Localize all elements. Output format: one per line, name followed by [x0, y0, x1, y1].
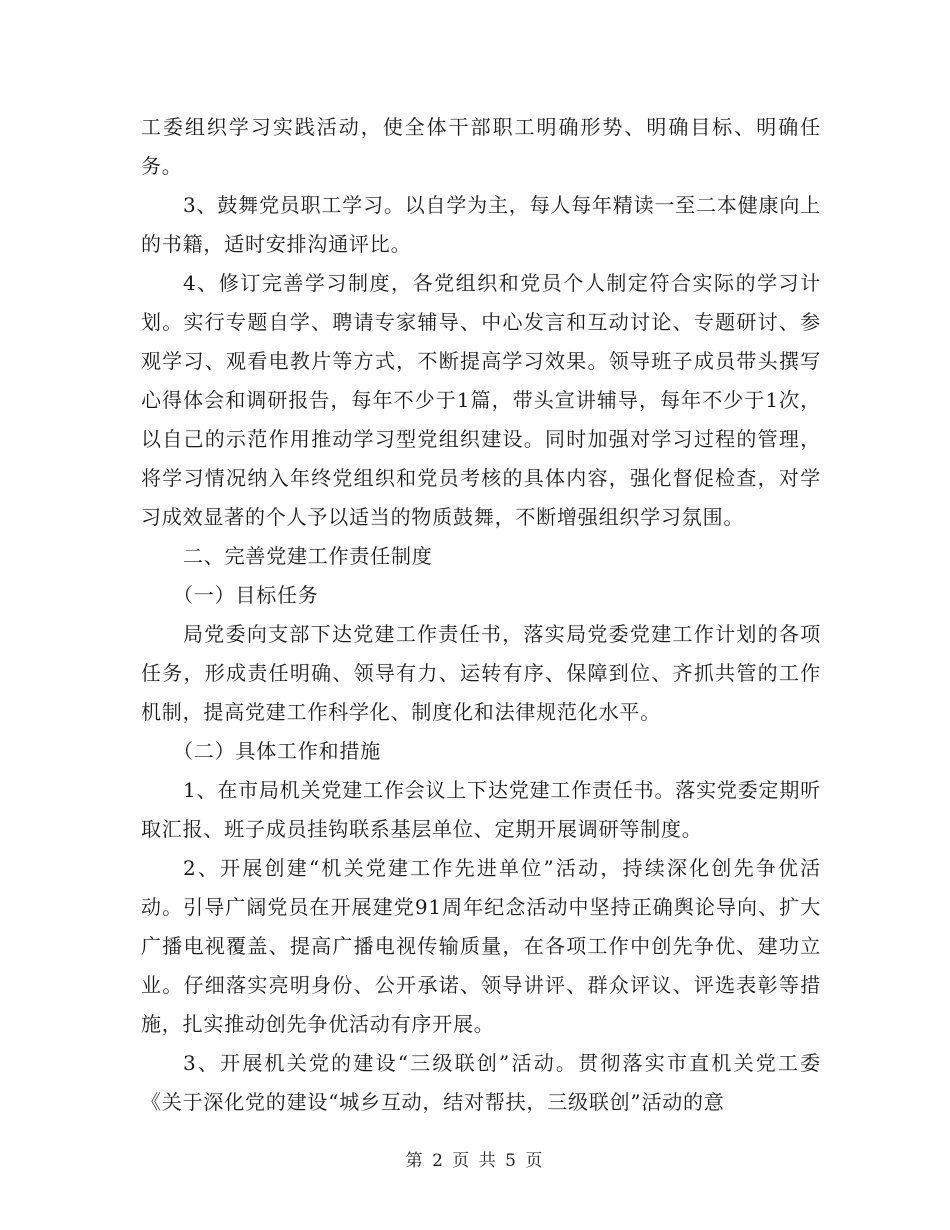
paragraph-item-4: 4、修订完善学习制度，各党组织和党员个人制定符合实际的学习计划。实行专题自学、聘请专家辅导、中心发言和互动讨论、专题研讨、参观学习、观看电教片等方式，不断提高学习效果。领导班子成员带头撰写心得体会和调研报告，每年不少于1篇，带头宣讲辅导，每年不少于1次，以自己的示范作用推动学习型党组织建设。同时加强对学习过程的管理，将学习情况纳入年终党组织和党员考核的具体内容，强化督促检查，对学习成效显著的个人予以适当的物质鼓舞，不断增强组织学习氛围。	[141, 271, 821, 529]
paragraph-item-3: 3、鼓舞党员职工学习。以自学为主，每人每年精读一至二本健康向上的书籍，适时安排沟通评比。	[141, 193, 821, 256]
paragraph-measure-3: 3、开展机关党的建设“三级联创”活动。贯彻落实市直机关党工委《关于深化党的建设“城乡互动，结对帮扶，三级联创”活动的意	[141, 1051, 821, 1114]
subsection-heading-1: （一）目标任务	[173, 583, 319, 607]
document-body	[141, 108, 821, 1122]
page-footer: 第 2 页 共 5 页	[405, 1151, 545, 1171]
section-heading: 二、完善党建工作责任制度	[183, 544, 433, 568]
paragraph-continuation: 工委组织学习实践活动，使全体干部职工明确形势、明确目标、明确任务。	[141, 115, 821, 178]
paragraph-measure-1: 1、在市局机关党建工作会议上下达党建工作责任书。落实党委定期听取汇报、班子成员挂钩联系基层单位、定期开展调研等制度。	[141, 778, 821, 841]
paragraph-measure-2: 2、开展创建“机关党建工作先进单位”活动，持续深化创先争优活动。引导广阔党员在开展建党91周年纪念活动中坚持正确舆论导向、扩大广播电视覆盖、提高广播电视传输质量，在各项工作中创先争优、建功立业。仔细落实亮明身份、公开承诺、领导讲评、群众评议、评选表彰等措施，扎实推动创先争优活动有序开展。	[141, 856, 821, 1036]
subsection-heading-2: （二）具体工作和措施	[173, 739, 381, 763]
paragraph-goal: 局党委向支部下达党建工作责任书，落实局党委党建工作计划的各项任务，形成责任明确、领导有力、运转有序、保障到位、齐抓共管的工作机制，提高党建工作科学化、制度化和法律规范化水平。	[141, 622, 821, 724]
